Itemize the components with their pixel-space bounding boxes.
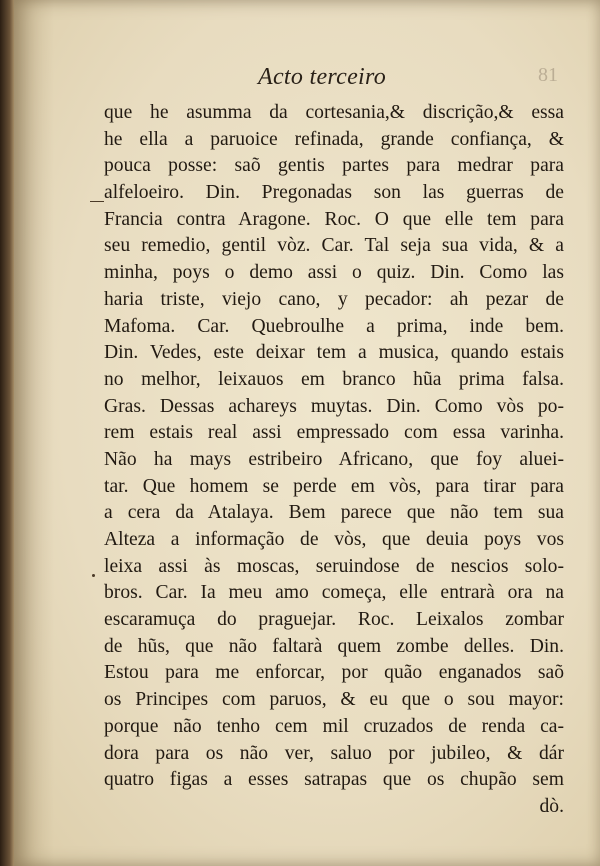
- book-gutter: [0, 0, 14, 866]
- text-line: pouca posse: saõ gentis partes para medrar para: [104, 155, 564, 177]
- text-line: dò.: [539, 795, 564, 817]
- text-line: no melhor, leixauos em branco hũa prima falsa.: [104, 368, 564, 390]
- text-line: quatro figas a esses satrapas que os chupão sem: [104, 769, 564, 791]
- text-line: tar. Que homem se perde em vòs, para tirar para: [104, 475, 564, 497]
- text-line: os Principes com paruos, & eu que o sou mayor:: [104, 689, 564, 711]
- text-line: Mafoma. Car. Quebroulhe a prima, inde bem.: [104, 315, 564, 337]
- margin-dot: [92, 574, 95, 577]
- text-line: escaramuça do praguejar. Roc. Leixalos zombar: [104, 609, 564, 631]
- text-line: Din. Vedes, este deixar tem a musica, quando estais: [104, 342, 564, 364]
- faded-page-number: 81: [538, 64, 558, 86]
- text-line: rem estais real assi empressado com essa varinha.: [104, 422, 564, 444]
- text-line: Gras. Dessas achareys muytas. Din. Como vòs po-: [104, 395, 564, 417]
- text-line: he ella a paruoice refinada, grande confiança, &: [104, 128, 564, 150]
- text-line: Não ha mays estribeiro Africano, que foy aluei-: [104, 448, 564, 470]
- text-line: seu remedio, gentil vòz. Car. Tal seja sua vida, & a: [104, 235, 564, 257]
- text-line: a cera da Atalaya. Bem parece que não tem sua: [104, 502, 564, 524]
- text-line: haria triste, viejo cano, y pecador: ah pezar de: [104, 288, 564, 310]
- text-line: que he asumma da cortesania,& discrição,& essa: [104, 102, 564, 123]
- margin-mark: [90, 201, 104, 202]
- text-line: Francia contra Aragone. Roc. O que elle tem para: [104, 208, 564, 230]
- body-text: [104, 100, 564, 821]
- text-line: bros. Car. Ia meu amo começa, elle entrarà ora na: [104, 582, 564, 604]
- text-line: alfeloeiro. Din. Pregonadas son las guerras de: [104, 182, 564, 204]
- text-line: dora para os não ver, saluo por jubileo, & dár: [104, 742, 564, 764]
- page-shading: [14, 0, 54, 866]
- running-header: Acto terceiro: [258, 64, 387, 90]
- text-line: minha, poys o demo assi o quiz. Din. Como las: [104, 262, 564, 284]
- text-line: Estou para me enforcar, por quão enganados saõ: [104, 662, 564, 684]
- text-line: Alteza a informação de vòs, que deuia poys vos: [104, 529, 564, 550]
- text-line: leixa assi às moscas, seruindose de nescios solo-: [104, 555, 564, 577]
- text-line: de hũs, que não faltarà quem zombe delles. Din.: [104, 635, 564, 657]
- text-line: porque não tenho cem mil cruzados de renda ca-: [104, 715, 564, 737]
